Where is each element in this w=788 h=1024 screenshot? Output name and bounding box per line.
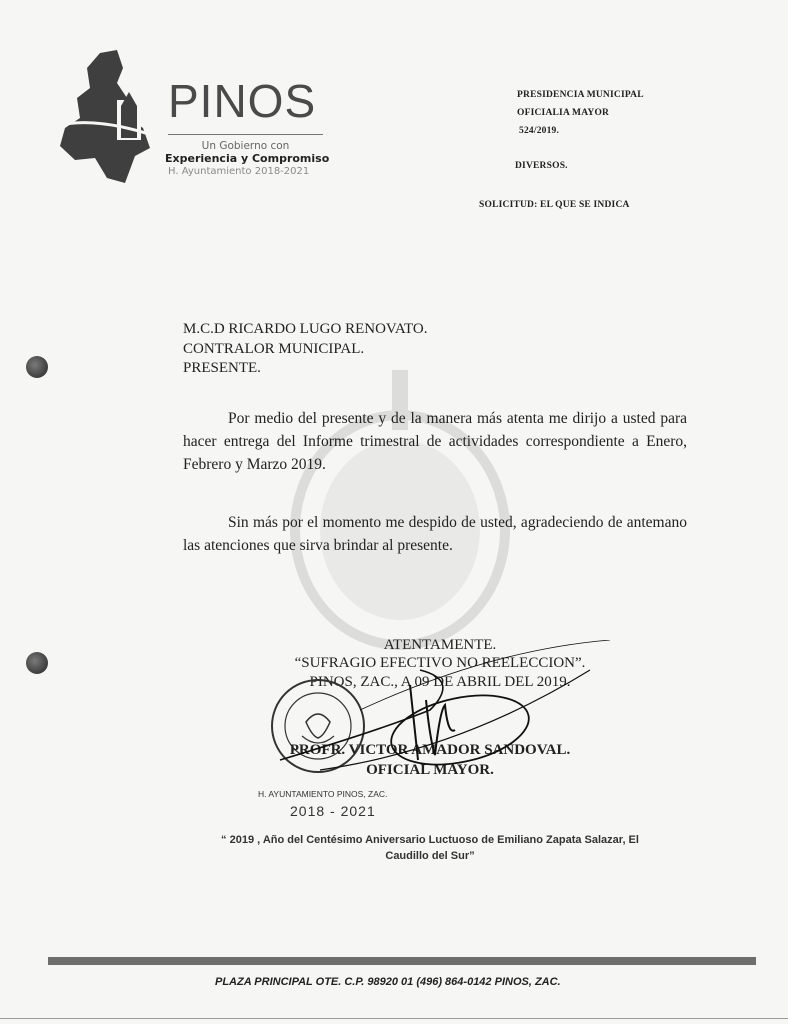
header-office: PRESIDENCIA MUNICIPAL (517, 90, 644, 100)
header-reference: 524/2019. (519, 126, 560, 136)
pinos-map-icon (55, 48, 165, 188)
logo-tagline-1: Un Gobierno con (201, 140, 290, 152)
punch-hole-top (26, 356, 48, 378)
footer-address: PLAZA PRINCIPAL OTE. C.P. 98920 01 (496) 864-0142 PINOS, ZAC. (215, 976, 561, 988)
logo-tagline-2: Experiencia y Compromiso (165, 152, 330, 165)
municipal-logo (55, 48, 335, 188)
body-paragraph-2-text: Sin más por el momento me despido de usted, agradeciendo de antemano las atenciones que sirva brindar al presente. (183, 514, 687, 554)
closing-slogan: “SUFRAGIO EFECTIVO NO REELECCION”. (294, 655, 586, 671)
logo-divider (168, 134, 323, 135)
body-paragraph-1-text: Por medio del presente y de la manera más atenta me dirijo a usted para hacer entrega del Informe trimestral de actividades correspondiente a Enero, Febrero y Marzo 2019. (183, 410, 687, 473)
body-paragraph-2 (183, 511, 687, 557)
year-motto-line-1: “ 2019 , Año del Centésimo Aniversario Luctuoso de Emiliano Zapata Salazar, El (221, 834, 639, 846)
closing-place-date: PINOS, ZAC., A 09 DE ABRIL DEL 2019. (309, 674, 571, 690)
page-edge-line (0, 1018, 788, 1019)
year-motto (160, 832, 700, 864)
addressee-name: M.C.D RICARDO LUGO RENOVATO. (183, 321, 428, 337)
signer-role: OFICIAL MAYOR. (366, 762, 494, 778)
footer-divider (48, 957, 756, 965)
addressee-role: CONTRALOR MUNICIPAL. (183, 341, 365, 357)
stamp-label: H. AYUNTAMIENTO PINOS, ZAC. (258, 789, 388, 799)
header-request: SOLICITUD: EL QUE SE INDICA (479, 200, 630, 210)
stamp-years: 2018 - 2021 (290, 803, 376, 819)
closing-atentamente: ATENTAMENTE. (383, 637, 497, 653)
handwritten-signature (260, 640, 640, 780)
body-paragraph-1 (183, 407, 687, 476)
logo-tagline-3: H. Ayuntamiento 2018-2021 (168, 166, 310, 177)
logo-wordmark: PINOS (168, 75, 317, 127)
signer-name: PROFR. VICTOR AMADOR SANDOVAL. (289, 742, 571, 758)
punch-hole-bottom (26, 652, 48, 674)
header-subject: DIVERSOS. (515, 161, 568, 171)
year-motto-line-2: Caudillo del Sur” (385, 850, 475, 862)
header-department: OFICIALIA MAYOR (517, 108, 610, 118)
addressee-present: PRESENTE. (183, 360, 261, 376)
